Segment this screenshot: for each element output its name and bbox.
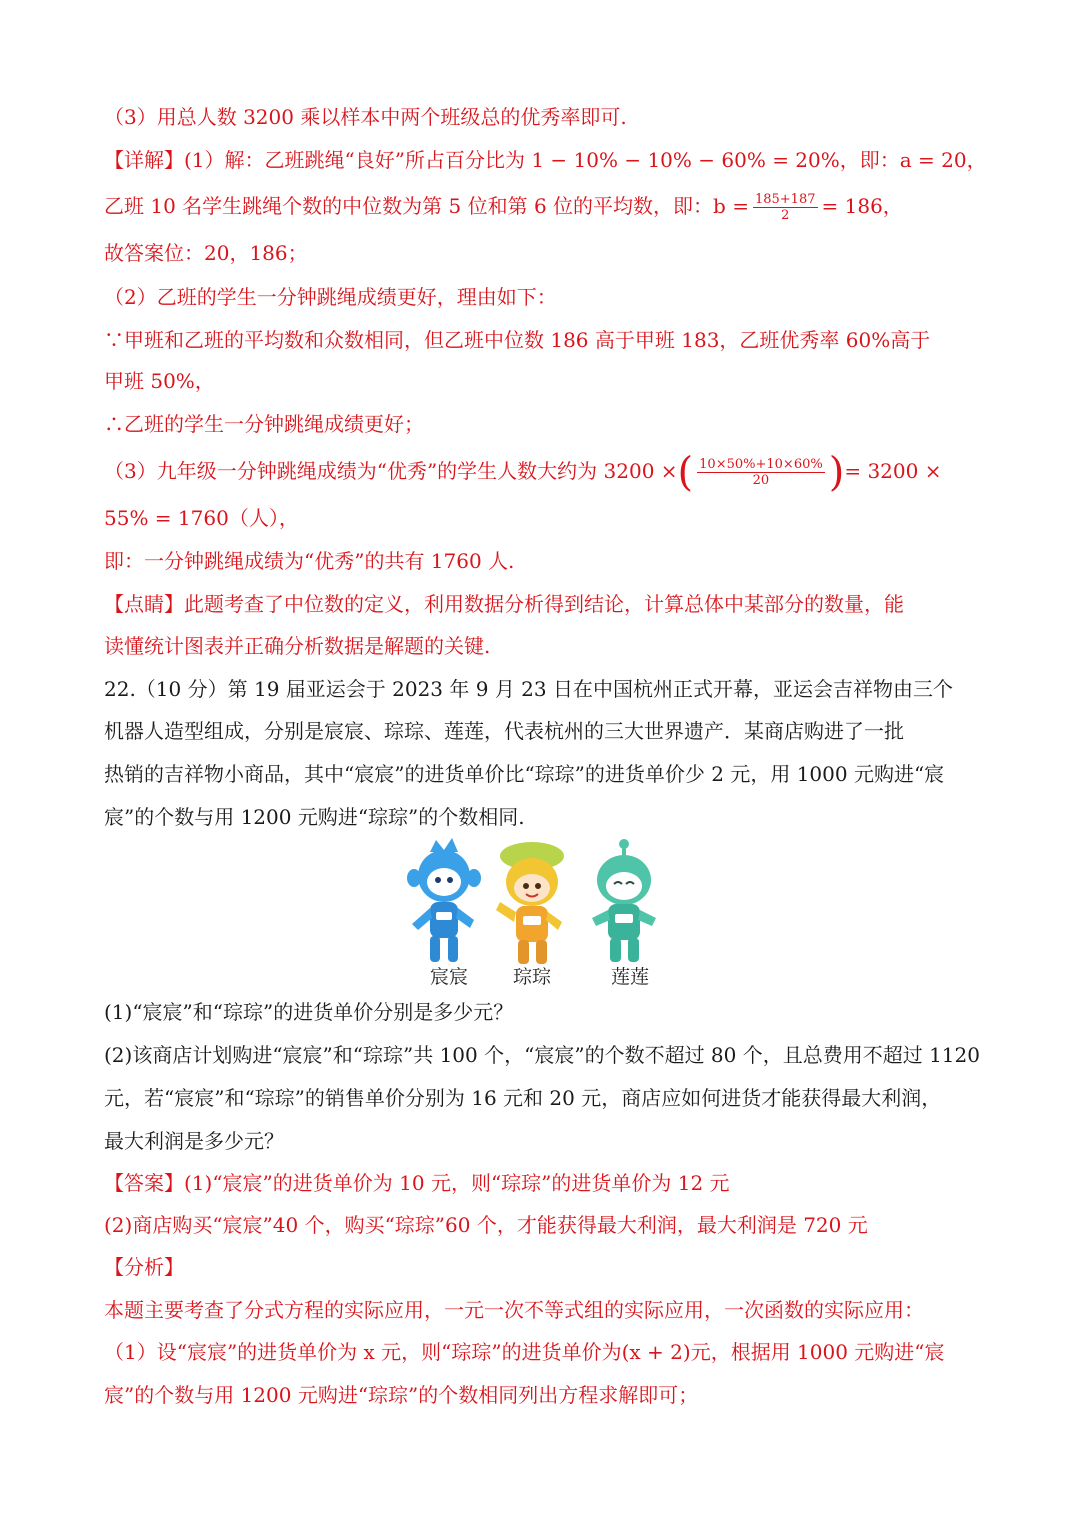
question-line: 热销的吉祥物小商品，其中“宸宸”的进货单价比“琮琮”的进货单价少 2 元，用 1000 元购进“宸 — [104, 762, 945, 786]
text-line: ∴乙班的学生一分钟跳绳成绩更好； — [104, 412, 424, 436]
text-line: 故答案位：20，186； — [104, 241, 308, 265]
fraction-denominator: 20 — [752, 473, 770, 488]
left-paren: ( — [677, 449, 694, 496]
question-line: 22.（10 分）第 19 届亚运会于 2023 年 9 月 23 日在中国杭州正式开幕，亚运会吉祥物由三个 — [104, 677, 953, 701]
text-line: 55% = 1760（人）， — [104, 506, 299, 530]
answer-tag: 【答案】 — [104, 1171, 184, 1195]
comment-text: 此题考查了中位数的定义，利用数据分析得到结论，计算总体中某部分的数量，能 — [184, 592, 904, 616]
text-line: ∵甲班和乙班的平均数和众数相同，但乙班中位数 186 高于甲班 183，乙班优秀率 60%高于 — [104, 328, 931, 352]
question-line: 宸”的个数与用 1200 元购进“琮琮”的个数相同. — [104, 805, 525, 829]
text-line: 甲班 50%， — [104, 369, 215, 393]
text-line: （1）设“宸宸”的进货单价为 x 元，则“琮琮”的进货单价为(x + 2)元，根据用 1000 元购进“宸 — [104, 1340, 945, 1364]
text-line: (2)商店购买“宸宸”40 个，购买“琮琮”60 个，才能获得最大利润，最大利润是 720 元 — [104, 1213, 868, 1237]
text-line — [104, 449, 942, 496]
question-line: 元，若“宸宸”和“琮琮”的销售单价分别为 16 元和 20 元，商店应如何进货才能获得最大利润， — [104, 1086, 942, 1110]
fraction-numerator: 185+187 — [754, 192, 816, 207]
median-fraction — [753, 192, 818, 223]
estimate-fraction — [697, 457, 825, 488]
median-text: 乙班 10 名学生跳绳个数的中位数为第 5 位和第 6 位的平均数，即：b = — [104, 194, 749, 218]
mascot-caption-chenchen: 宸宸 — [430, 966, 469, 988]
fraction-numerator: 10×50%+10×60% — [699, 457, 823, 472]
mascot-caption-lianlian: 莲莲 — [611, 966, 650, 988]
estimate-text: （3）九年级一分钟跳绳成绩为“优秀”的学生人数大约为 3200 × — [104, 459, 678, 483]
text-line: （3）用总人数 3200 乘以样本中两个班级总的优秀率即可. — [104, 105, 627, 129]
text-line — [104, 191, 903, 223]
text-line: 读懂统计图表并正确分析数据是解题的关键. — [104, 634, 491, 658]
detail-text: (1）解：乙班跳绳“良好”所占百分比为 1 − 10% − 10% − 60% = 20%，即：a = 20， — [184, 148, 987, 172]
comment-tag: 【点睛】 — [104, 592, 184, 616]
analysis-tag: 【分析】 — [104, 1255, 184, 1279]
estimate-result: = 3200 × — [844, 459, 942, 483]
mascot-green — [592, 839, 656, 962]
text-line: 即：一分钟跳绳成绩为“优秀”的共有 1760 人. — [104, 549, 515, 573]
mascot-yellow — [496, 842, 564, 964]
detail-tag: 【详解】 — [104, 148, 184, 172]
mascot-caption-congcong: 琮琮 — [513, 966, 552, 988]
answer-text: (1)“宸宸”的进货单价为 10 元，则“琮琮”的进货单价为 12 元 — [184, 1171, 730, 1195]
question-line: 机器人造型组成，分别是宸宸、琮琮、莲莲，代表杭州的三大世界遗产．某商店购进了一批 — [104, 719, 904, 743]
text-line — [104, 1168, 730, 1198]
text-line: 宸”的个数与用 1200 元购进“琮琮”的个数相同列出方程求解即可； — [104, 1383, 699, 1407]
question-line: 最大利润是多少元？ — [104, 1129, 284, 1153]
median-result: = 186， — [821, 194, 903, 218]
mascot-blue — [407, 838, 481, 962]
text-line — [104, 145, 987, 175]
right-paren: ) — [828, 449, 845, 496]
fraction-denominator: 2 — [781, 208, 790, 223]
text-line — [104, 589, 904, 619]
text-line: 本题主要考查了分式方程的实际应用，一元一次不等式组的实际应用，一次函数的实际应用： — [104, 1298, 924, 1322]
text-line: （2）乙班的学生一分钟跳绳成绩更好，理由如下： — [104, 285, 557, 309]
question-line: (2)该商店计划购进“宸宸”和“琮琮”共 100 个，“宸宸”的个数不超过 80 个，且总费用不超过 1120 — [104, 1043, 980, 1067]
question-line: (1)“宸宸”和“琮琮”的进货单价分别是多少元？ — [104, 1000, 514, 1024]
